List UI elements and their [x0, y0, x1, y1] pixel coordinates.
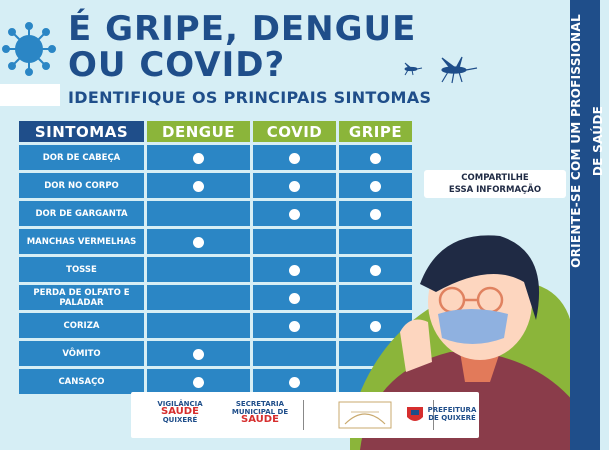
logo-secretaria-line2: SAÚDE — [241, 414, 279, 425]
prefeitura-seal-icon — [405, 405, 425, 425]
cell-covid — [253, 229, 336, 254]
logo-vigilancia-line2: SAÚDE — [161, 406, 199, 417]
crest-icon — [331, 398, 399, 432]
table-row — [19, 173, 412, 198]
title-line-2: OU COVID? — [68, 45, 286, 85]
cell-covid — [253, 369, 336, 394]
share-line-2: ESSA INFORMAÇÃO — [448, 185, 542, 195]
cell-covid — [253, 257, 336, 282]
decorative-strip — [0, 84, 60, 106]
symptom-name: PERDA DE OLFATO E PALADAR — [19, 285, 144, 310]
title-line-1: É GRIPE, DENGUE — [68, 9, 417, 49]
logo-prefeitura-line1: PREFEITURA — [427, 406, 477, 414]
virus-icon — [2, 22, 56, 76]
symptom-name: MANCHAS VERMELHAS — [19, 229, 144, 254]
symptom-present-marker — [370, 181, 381, 192]
symptom-present-marker — [193, 377, 204, 388]
logo-vigilancia — [145, 400, 215, 424]
mosquito-icon — [432, 56, 478, 84]
symptom-present-marker — [289, 209, 300, 220]
header-covid: COVID — [253, 121, 336, 142]
cell-dengue — [147, 173, 250, 198]
symptom-present-marker — [289, 321, 300, 332]
symptom-present-marker — [193, 349, 204, 360]
logo-vigilancia-line1: VIGILÂNCIA — [157, 400, 203, 408]
symptom-name: DOR NO CORPO — [19, 173, 144, 198]
symptom-present-marker — [193, 153, 204, 164]
symptom-name: VÔMITO — [19, 341, 144, 366]
symptom-present-marker — [370, 209, 381, 220]
logo-bar — [131, 392, 479, 438]
table-row — [19, 145, 412, 170]
cell-dengue — [147, 145, 250, 170]
cell-gripe — [339, 145, 412, 170]
symptom-name: CANSAÇO — [19, 369, 144, 394]
share-line-1: COMPARTILHE — [461, 173, 529, 183]
cell-dengue — [147, 341, 250, 366]
symptom-name: DOR DE CABEÇA — [19, 145, 144, 170]
subtitle: IDENTIFIQUE OS PRINCIPAIS SINTOMAS — [68, 88, 432, 107]
cell-covid — [253, 173, 336, 198]
mosquito-small-icon — [400, 62, 422, 76]
symptom-present-marker — [289, 265, 300, 276]
cell-gripe — [339, 173, 412, 198]
header-dengue: DENGUE — [147, 121, 250, 142]
logo-secretaria-line1: SECRETARIA MUNICIPAL DE — [231, 400, 289, 416]
symptom-present-marker — [289, 181, 300, 192]
share-box — [424, 170, 566, 198]
symptom-present-marker — [193, 181, 204, 192]
header-gripe: GRIPE — [339, 121, 412, 142]
cell-covid — [253, 313, 336, 338]
cell-dengue — [147, 201, 250, 226]
cell-dengue — [147, 257, 250, 282]
table-header-row — [19, 121, 412, 142]
logo-prefeitura-line2: DE QUIXERÉ — [428, 414, 476, 422]
symptom-present-marker — [193, 237, 204, 248]
logo-prefeitura — [427, 406, 477, 422]
symptom-name: DOR DE GARGANTA — [19, 201, 144, 226]
cell-dengue — [147, 285, 250, 310]
symptom-name: CORIZA — [19, 313, 144, 338]
symptom-present-marker — [289, 377, 300, 388]
symptom-name: TOSSE — [19, 257, 144, 282]
cell-covid — [253, 201, 336, 226]
symptom-present-marker — [289, 153, 300, 164]
cell-dengue — [147, 369, 250, 394]
header-sintomas: SINTOMAS — [19, 121, 144, 142]
logo-secretaria — [221, 400, 299, 424]
side-banner-text: ORIENTE-SE COM UM PROFISSIONAL DE SAÚDE — [569, 14, 605, 268]
cell-covid — [253, 341, 336, 366]
cell-dengue — [147, 229, 250, 254]
cell-dengue — [147, 313, 250, 338]
symptom-present-marker — [370, 153, 381, 164]
logo-vigilancia-line3: QUIXERÉ — [162, 416, 198, 424]
symptom-present-marker — [289, 293, 300, 304]
logo-divider — [303, 400, 304, 430]
cell-covid — [253, 145, 336, 170]
cell-covid — [253, 285, 336, 310]
